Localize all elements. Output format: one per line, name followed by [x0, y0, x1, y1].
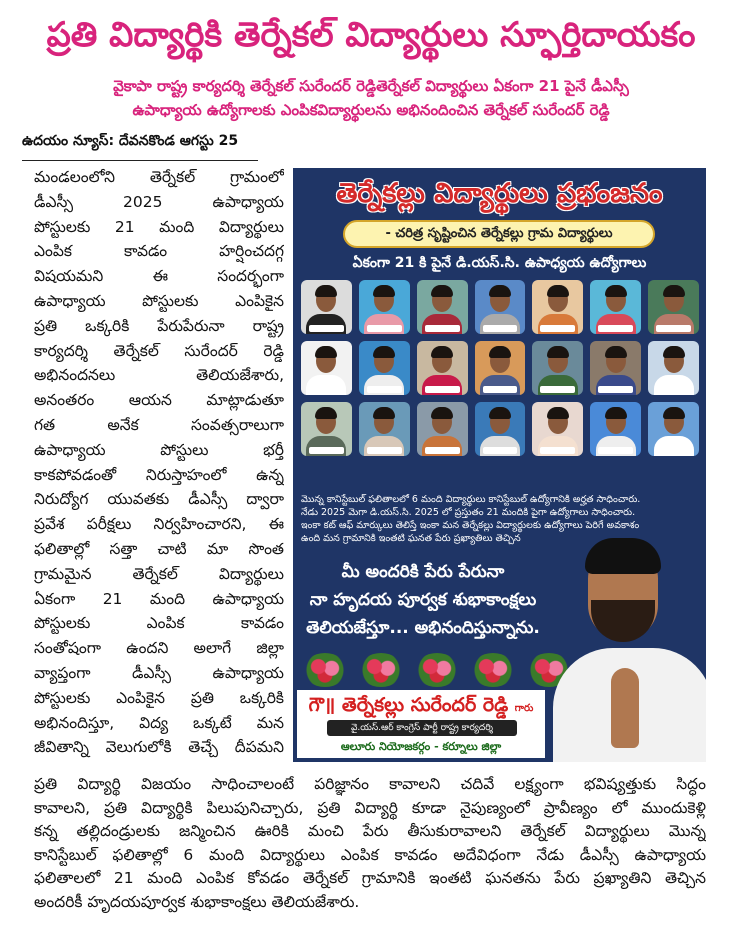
poster-wishes: [303, 558, 543, 642]
article-line: కన్న తల్లిదండ్రులకు జన్మించిన ఊరికి మంచి పేరు తీసుకురావాలని తెర్నేకల్ విద్యార్థులు మొన్న: [34, 822, 706, 840]
student-photo: [475, 341, 526, 395]
article-line: డీఎస్సీ 2025 ఉపాధ్యాయ: [34, 192, 284, 211]
article-line: ఏకంగా 21 మంది ఉపాధ్యాయ: [34, 589, 284, 608]
student-photo: [475, 402, 526, 456]
student-photo: [301, 280, 352, 334]
article-line: ఉపాధ్యాయ పోస్టులకు ఎంపికైన: [34, 291, 284, 310]
student-photo: [590, 280, 641, 334]
article-line: పోస్టులకు ఎంపికైన ప్రతి ఒక్కరికి: [34, 688, 284, 707]
student-photo: [301, 341, 352, 395]
student-photo: [532, 402, 583, 456]
poster-tagline: - చరిత్ర సృష్టించిన తెర్నేకల్లు గ్రామ విద్యార్థులు: [343, 220, 655, 248]
article-line: ప్రతి విద్యార్థి విజయం సాధించాలంటే పరిజ్ఞానం కావాలని చదివే లక్ష్యంగా భవిష్యత్తుకు సిద్ధం: [34, 775, 706, 793]
party-designation: వై.యస్.ఆర్ కాంగ్రెస్ పార్టీ రాష్ట్ర కార్యదర్శి: [327, 720, 517, 736]
subheadline-line: వైకాపా రాష్ట్ర కార్యదర్శి తెర్నేకల్ సురేందర్ రెడ్డితెర్నేకల్ విద్యార్థులు ఏకంగా 21 పైనే డీఎస్సీ: [113, 77, 629, 95]
student-photo: [417, 280, 468, 334]
poster-image: [293, 168, 706, 762]
article-line: పోస్టులకు 21 మంది విద్యార్థులు: [34, 217, 284, 236]
flower-bouquets: [303, 653, 571, 687]
article-line: సంతోషంగా ఉందని అలాగే జిల్లా: [34, 639, 284, 658]
article-line: అందరికీ హృదయపూర్వక శుభాకాంక్షలు తెలియజేశారు.: [34, 892, 360, 911]
article-line: ప్రవేశ పరీక్షలు నిర్వహించారని, ఈ: [34, 515, 284, 534]
article-line: ప్రతి ఒక్కరికి పేరుపేరునా రాష్ట్ర: [34, 316, 284, 335]
student-photo-grid: [301, 280, 699, 456]
article-continuation: [34, 773, 706, 914]
leader-name: [297, 692, 545, 722]
dateline: ఉదయం న్యూస్: దేవనకొండ ఆగస్టు 25: [22, 133, 239, 149]
article-line: వ్యాప్తంగా డీఎస్సీ ఉపాధ్యాయ: [34, 663, 284, 682]
wish-line: నా హృదయ పూర్వక శుభాకాంక్షలు: [309, 590, 537, 610]
poster-subtitle: ఏకంగా 21 కి పైనే డి.యస్.సి. ఉపాధ్యయ ఉద్యోగాలు: [352, 255, 647, 271]
article-line: నిరుద్యోగ యువతకు డీఎస్సీ ద్వారా: [34, 490, 284, 509]
student-photo: [475, 280, 526, 334]
student-photo: [417, 341, 468, 395]
article-column: [34, 165, 284, 760]
student-photo: [590, 341, 641, 395]
poster-title: తెర్నేకల్లు విద్యార్థులు ప్రభంజనం: [336, 178, 663, 209]
article-line: మండలంలోని తెర్నేకల్ గ్రామంలో: [34, 168, 284, 186]
bouquet-icon: [415, 653, 459, 687]
name-text: తెర్నేకల్లు సురేందర్ రెడ్డి: [341, 694, 509, 716]
article-line: కానిస్టేబుల్ ఫలితాల్లో 6 మంది విద్యార్థులు ఎంపిక కావడం అదేవిధంగా నేడు డీఎస్సీ ఉపాధ్యాయ: [34, 845, 706, 864]
article-line: జీవితాన్ని వెలుగులోకి తెచ్చే దీపమని: [34, 738, 284, 757]
honorific: గౌ॥: [308, 694, 336, 716]
article-line: కావాలని, ప్రతి విద్యార్థికి పిలుపునిచ్చారు, ప్రతి విద్యార్థి కూడా నైపుణ్యంలో ప్రావీణ్యం లో ముందుకెళ్లి: [34, 798, 706, 817]
bouquet-icon: [471, 653, 515, 687]
article-line: అనంతరం ఆయన మాట్లాడుతూ: [34, 391, 284, 410]
student-photo: [532, 341, 583, 395]
article-line: కార్యదర్శి తెర్నేకల్ సురేందర్ రెడ్డి: [34, 341, 284, 360]
student-photo: [590, 402, 641, 456]
poster-info-line: మొన్న కానిస్టేబుల్ ఫలితాలలో 6 మంది విద్యార్థులు కానిస్టేబుల్ ఉద్యోగానికి అర్హత సాధించారు.: [301, 494, 641, 505]
student-photo: [648, 280, 699, 334]
article-line: ఫలితాల్లో సత్తా చాటి మా సొంత: [34, 539, 284, 558]
article-line: విషయమని ఈ సందర్భంగా: [34, 267, 284, 286]
poster-info-line: ఇంకా కట్ ఆఫ్ మార్కులు తెలిస్తే ఇంకా మన తెర్నేకల్లు విద్యార్థులకు ఉద్యోగాలు పెరిగే అవకాశం: [301, 520, 640, 531]
wish-line: తెలియజేస్తూ... అభినందిస్తున్నాను.: [306, 618, 540, 638]
poster-info-line: ఉంది మన గ్రామానికి ఇంతటి ఘనత పేరు ప్రఖ్యాతిలు తెచ్చిన: [301, 533, 521, 544]
student-photo: [417, 402, 468, 456]
bouquet-icon: [303, 653, 347, 687]
article-line: ఫలితాలలో 21 మంది ఎంపిక కోవడం తెర్నేకల్ గ్రామానికి ఇంతటి ఘనతను పేరు ప్రఖ్యాతిని తెచ్చిన: [34, 869, 706, 887]
constituency: ఆలూరు నియోజకర్గం - కర్నూలు జిల్లా: [340, 740, 502, 753]
bouquet-icon: [359, 653, 403, 687]
article-line: అభినందిస్తూ, విద్య ఒక్కటే మన: [34, 713, 284, 732]
article-line: ఉపాధ్యాయ పోస్టులు భర్తీ: [34, 440, 284, 459]
subheadline-line: ఉపాధ్యాయ ఉద్యోగాలకు ఎంపికవిద్యార్థులను అభినందించిన తెర్నేకల్ సురేందర్ రెడ్డి: [132, 101, 610, 119]
headline: ప్రతి విద్యార్థికి తెర్నేకల్ విద్యార్థులు స్ఫూర్తిదాయకం: [46, 15, 696, 55]
article-line: గ్రామమైన తెర్నేకల్ విద్యార్థులు: [34, 564, 284, 583]
divider: [22, 160, 258, 161]
student-photo: [301, 402, 352, 456]
student-photo: [359, 402, 410, 456]
student-photo: [532, 280, 583, 334]
leader-namebox: [297, 690, 545, 758]
article-line: కాకపోవడంతో నిరుస్తాహంలో ఉన్న: [34, 465, 284, 484]
leader-photo: [543, 528, 706, 762]
poster-info-line: నేడు 2025 మెగా డి.యస్.సి. 2025 లో ప్రస్తుతం 21 మందికి పైగా ఉద్యోగాలు సాధించారు.: [301, 507, 636, 518]
wish-line: మీ అందరికి పేరు పేరునా: [341, 562, 505, 582]
article-line: అభినందనలు తెలియజేశారు,: [34, 366, 284, 385]
article-line: గత అనేక సంవత్సరాలుగా: [34, 415, 284, 434]
student-photo: [359, 341, 410, 395]
student-photo: [648, 341, 699, 395]
student-photo: [359, 280, 410, 334]
student-photo: [648, 402, 699, 456]
article-line: ఎంపిక కావడం హర్షించదగ్గ: [34, 242, 284, 261]
article-line: పోస్టులకు ఎంపిక కావడం: [34, 614, 284, 633]
subheadline: [0, 74, 742, 122]
name-suffix: గారు: [514, 703, 534, 714]
